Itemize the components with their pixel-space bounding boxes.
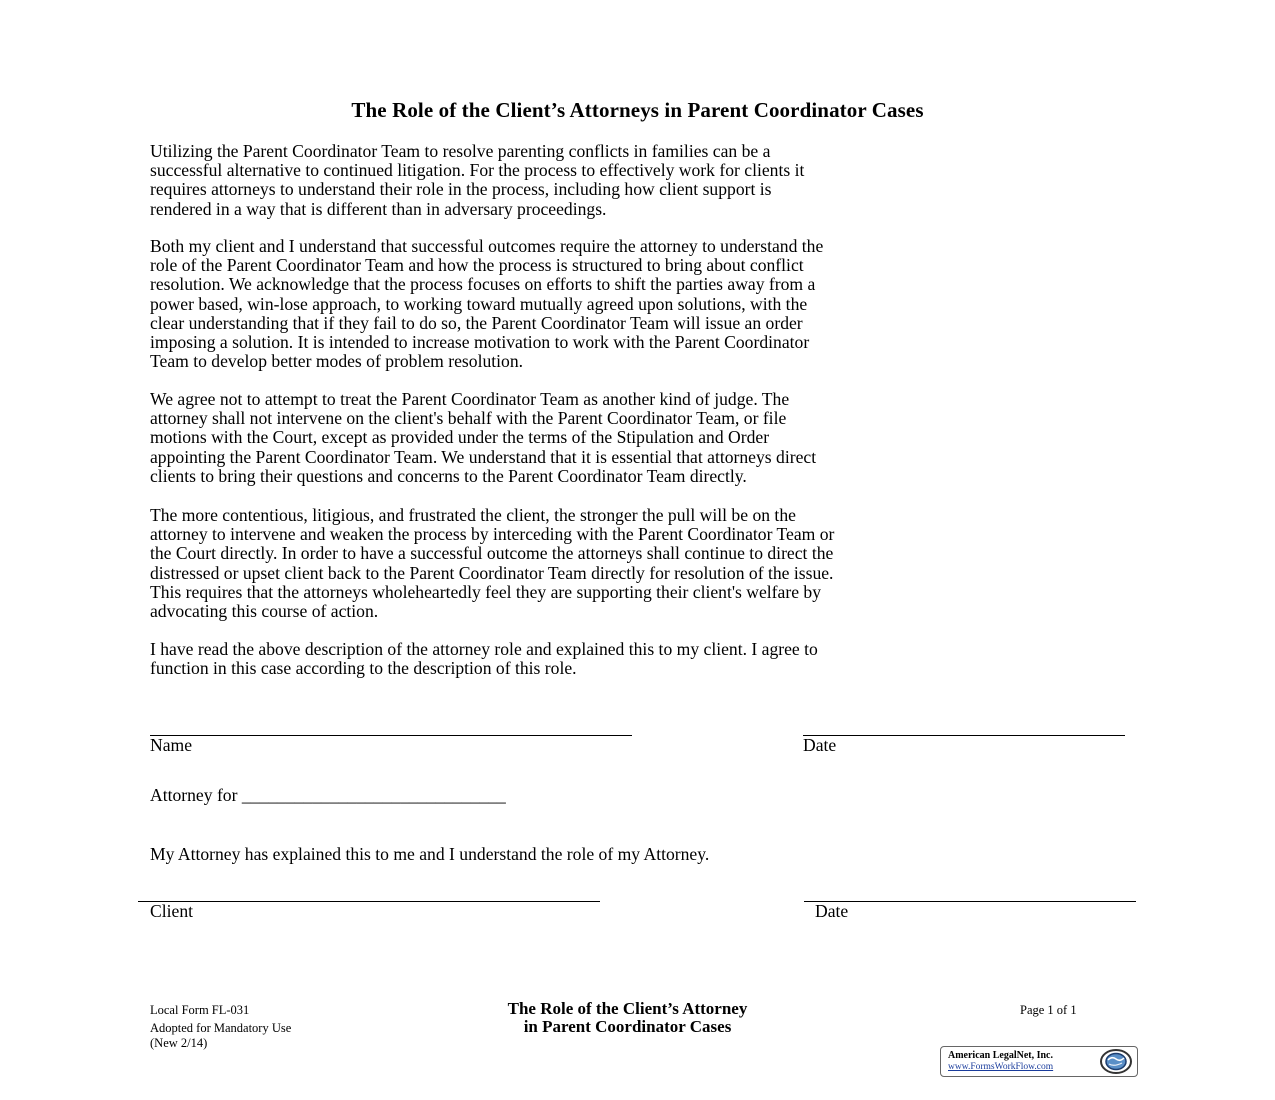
text-line: clear understanding that if they fail to do so, the Parent Coordinator Team will issue an order [150,312,803,333]
attorney-name-signature-line[interactable] [150,735,632,736]
footer-title-line: in Parent Coordinator Cases [523,1017,732,1036]
footer-page-number: Page 1 of 1 [1020,1003,1077,1017]
text-line: I have read the above description of the attorney role and explained this to my client. I agree to [150,639,818,659]
text-line: power based, win-lose approach, to working toward mutually agreed upon solutions, with the [150,293,808,314]
text-line: We agree not to attempt to treat the Parent Coordinator Team as another kind of judge. The [150,389,790,409]
text-line: appointing the Parent Coordinator Team. We understand that it is essential that attorneys direct [150,446,817,467]
text-line: attorney to intervene and weaken the process by interceding with the Parent Coordinator Team or [150,524,835,545]
text-line: imposing a solution. It is intended to increase motivation to work with the Parent Coordinator [150,332,810,353]
text-line: motions with the Court, except as provided under the terms of the Stipulation and Order [150,427,770,448]
footer-title-line: The Role of the Client’s Attorney [507,999,748,1018]
client-statement: My Attorney has explained this to me and I understand the role of my Attorney. [150,844,710,864]
globe-logo-icon [1098,1048,1134,1075]
text-line: function in this case according to the description of this role. [150,658,577,679]
text-line: successful alternative to continued litigation. For the process to effectively work for clients it [150,160,805,181]
paragraph-agreement [150,390,1140,486]
document-title: The Role of the Client’s Attorneys in Parent Coordinator Cases [351,98,924,122]
attorney-for-field[interactable]: Attorney for ______________________________ [150,785,506,805]
paragraph-acknowledgement [150,640,1140,678]
footer-form-number: Local Form FL-031 [150,1003,250,1017]
text-line: Utilizing the Parent Coordinator Team to resolve parenting conflicts in families can be a [150,141,771,161]
text-line: the Court directly. In order to have a successful outcome the attorneys shall continue to direct the [150,543,834,564]
footer-adopted: Adopted for Mandatory Use [150,1021,292,1035]
text-line: distressed or upset client back to the Parent Coordinator Team directly for resolution of the issue. [150,562,834,583]
text-line: The more contentious, litigious, and frustrated the client, the stronger the pull will be on the [150,505,796,525]
text-line: rendered in a way that is different than in adversary proceedings. [150,198,607,219]
client-date-label: Date [815,901,849,921]
paragraph-understanding [150,237,1140,371]
attorney-date-label: Date [803,735,837,755]
text-line: clients to bring their questions and concerns to the Parent Coordinator Team directly. [150,465,747,486]
name-label: Name [150,735,193,755]
footer-title [440,1000,815,1036]
text-line: advocating this course of action. [150,601,379,622]
text-line: role of the Parent Coordinator Team and how the process is structured to bring about conflict [150,255,804,276]
client-date-signature-line[interactable] [804,901,1136,902]
text-line: resolution. We acknowledge that the process focuses on efforts to shift the parties away from a [150,274,816,295]
badge-url-link[interactable]: www.FormsWorkFlow.com [948,1062,1054,1072]
text-line: Team to develop better modes of problem resolution. [150,351,524,372]
badge-company-name: American LegalNet, Inc. [948,1050,1053,1061]
footer-revision: (New 2/14) [150,1036,208,1050]
text-line: Both my client and I understand that successful outcomes require the attorney to understand the [150,236,824,256]
client-label: Client [150,901,194,921]
text-line: This requires that the attorneys wholeheartedly feel they are supporting their client's welfare by [150,581,822,602]
attorney-date-signature-line[interactable] [803,735,1125,736]
paragraph-contentious [150,506,1140,621]
text-line: requires attorneys to understand their role in the process, including how client support is [150,179,772,200]
legalnet-badge[interactable] [940,1046,1138,1077]
client-signature-line[interactable] [138,901,600,902]
paragraph-intro [150,142,1140,219]
text-line: attorney shall not intervene on the client's behalf with the Parent Coordinator Team, or file [150,408,787,429]
